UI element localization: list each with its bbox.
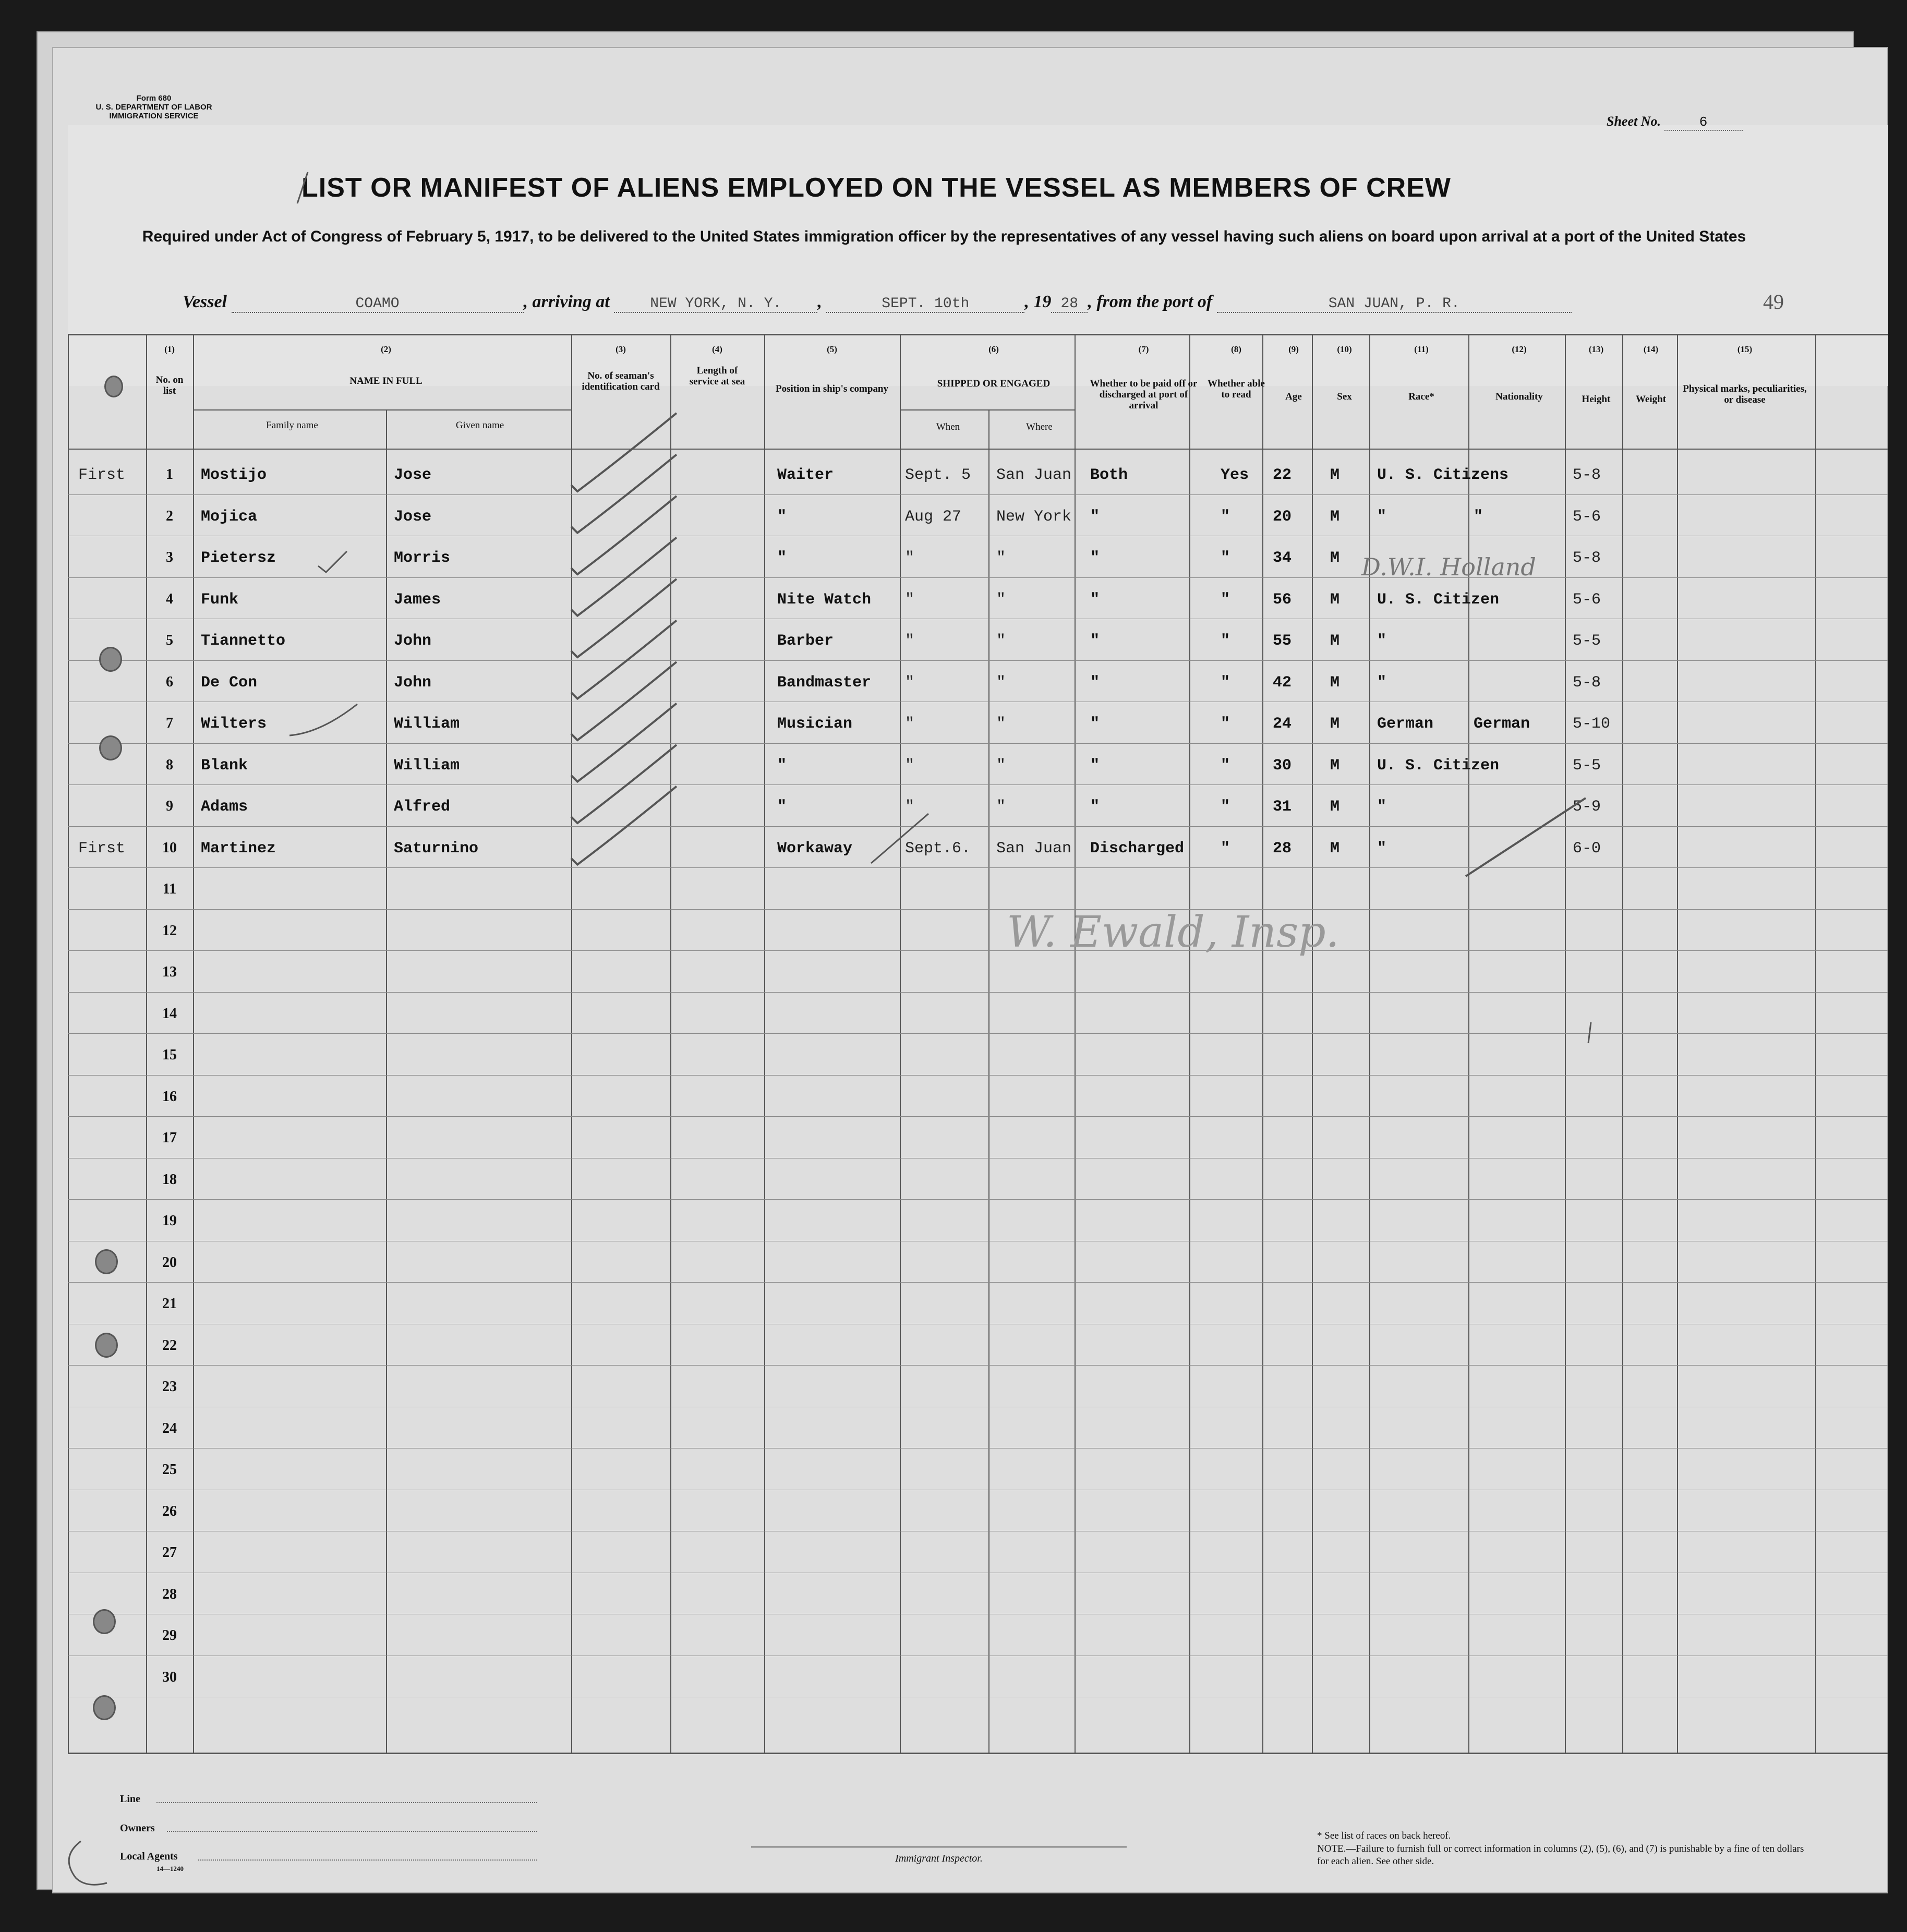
footer-line-field bbox=[156, 1802, 537, 1803]
header-weight: Weight bbox=[1635, 394, 1667, 405]
sheet-number-value: 6 bbox=[1664, 114, 1743, 131]
row-number: 5 bbox=[166, 632, 173, 648]
col-num-1: (1) bbox=[164, 344, 175, 354]
given-name: William bbox=[394, 757, 460, 775]
arriving-at: NEW YORK, N. Y. bbox=[614, 296, 817, 313]
height: 5-6 bbox=[1573, 591, 1601, 609]
race: " bbox=[1377, 840, 1387, 858]
sex: M bbox=[1330, 715, 1340, 733]
row-number: 26 bbox=[162, 1503, 177, 1519]
shipped-when: " bbox=[905, 715, 915, 733]
header-mark bbox=[297, 172, 308, 203]
shipped-when: Aug 27 bbox=[905, 508, 962, 526]
row-number: 24 bbox=[162, 1420, 177, 1436]
family-name: Mostijo bbox=[201, 466, 267, 484]
col-num-2: (2) bbox=[381, 344, 391, 354]
race: German bbox=[1377, 715, 1434, 733]
height: 5-9 bbox=[1573, 798, 1601, 816]
race: " bbox=[1377, 632, 1387, 650]
year-suffix: 28 bbox=[1051, 296, 1088, 313]
shipped-where: " bbox=[996, 591, 1006, 609]
inspector-signature: W. Ewald, Insp. bbox=[1007, 908, 1339, 957]
given-name: John bbox=[394, 674, 432, 692]
age: 20 bbox=[1273, 508, 1292, 526]
row-number: 28 bbox=[162, 1586, 177, 1602]
sex: M bbox=[1330, 798, 1340, 816]
row-number: 29 bbox=[162, 1627, 177, 1644]
col-num-9: (9) bbox=[1288, 344, 1299, 354]
handwritten-nationality: D.W.I. Holland bbox=[1361, 553, 1536, 581]
header-height: Height bbox=[1582, 394, 1611, 405]
header-name-in-full: NAME IN FULL bbox=[349, 376, 423, 387]
row-number: 12 bbox=[162, 923, 177, 939]
age: 42 bbox=[1273, 674, 1292, 692]
from-label: , from the port of bbox=[1088, 292, 1213, 311]
margin-mark bbox=[69, 1841, 107, 1885]
sex: M bbox=[1330, 757, 1340, 775]
header-seaman-id: No. of seaman's identification card bbox=[582, 370, 660, 392]
shipped-when: " bbox=[905, 674, 915, 692]
position: Waiter bbox=[777, 466, 834, 484]
check-mark bbox=[571, 787, 677, 865]
service: IMMIGRATION SERVICE bbox=[109, 112, 199, 120]
able-to-read: " bbox=[1221, 840, 1230, 858]
shipped-where: " bbox=[996, 674, 1006, 692]
punch-hole bbox=[104, 376, 123, 397]
able-to-read: " bbox=[1221, 591, 1230, 609]
family-name: Martinez bbox=[201, 840, 276, 858]
able-to-read: " bbox=[1221, 715, 1230, 733]
arrival-date: SEPT. 10th bbox=[826, 296, 1024, 313]
punch-hole bbox=[99, 735, 122, 760]
header-physical: Physical marks, peculiarities, or disease bbox=[1683, 383, 1807, 405]
position: Musician bbox=[777, 715, 853, 733]
shipped-where: " bbox=[996, 715, 1006, 733]
position: Barber bbox=[777, 632, 834, 650]
shipped-where: New York bbox=[996, 508, 1072, 526]
check-mark bbox=[571, 745, 677, 823]
penalty-note bbox=[1317, 1843, 1807, 1868]
header-where: Where bbox=[1026, 421, 1053, 432]
race-note: * See list of races on back hereof. bbox=[1317, 1830, 1451, 1841]
col-num-12: (12) bbox=[1512, 344, 1527, 354]
age: 28 bbox=[1273, 840, 1292, 858]
row-number: 19 bbox=[162, 1213, 177, 1229]
age: 30 bbox=[1273, 757, 1292, 775]
header-no-on-list: No. on list bbox=[155, 375, 184, 396]
row-class: First bbox=[78, 466, 126, 484]
punch-hole bbox=[95, 1333, 118, 1358]
family-name: Pietersz bbox=[201, 549, 276, 567]
height: 6-0 bbox=[1573, 840, 1601, 858]
able-to-read: " bbox=[1221, 674, 1230, 692]
row-number: 18 bbox=[162, 1172, 177, 1188]
age: 34 bbox=[1273, 549, 1292, 567]
age: 55 bbox=[1273, 632, 1292, 650]
row-number: 1 bbox=[166, 466, 173, 482]
row-number: 7 bbox=[166, 715, 173, 731]
row-number: 27 bbox=[162, 1544, 177, 1561]
age: 22 bbox=[1273, 466, 1292, 484]
paid-off: Both bbox=[1090, 466, 1128, 484]
footer-stock-number: 14—1240 bbox=[156, 1865, 184, 1873]
punch-hole bbox=[93, 1695, 116, 1720]
header-age: Age bbox=[1285, 391, 1302, 402]
sex: M bbox=[1330, 549, 1340, 567]
stray-mark bbox=[1588, 1022, 1591, 1043]
family-name: De Con bbox=[201, 674, 258, 692]
col-num-6: (6) bbox=[988, 344, 999, 354]
footer-owners-label: Owners bbox=[120, 1822, 155, 1834]
paid-off: " bbox=[1090, 591, 1100, 609]
race: U. S. Citizens bbox=[1377, 466, 1509, 484]
family-name: Adams bbox=[201, 798, 248, 816]
given-name: Morris bbox=[394, 549, 451, 567]
footer-agents-label: Local Agents bbox=[120, 1851, 178, 1862]
given-name: Saturnino bbox=[394, 840, 479, 858]
height: 5-10 bbox=[1573, 715, 1611, 733]
shipped-when: " bbox=[905, 757, 915, 775]
position: Workaway bbox=[777, 840, 853, 858]
race: U. S. Citizen bbox=[1377, 757, 1500, 775]
age: 31 bbox=[1273, 798, 1292, 816]
row-number: 13 bbox=[162, 964, 177, 980]
able-to-read: " bbox=[1221, 757, 1230, 775]
form-number: Form 680 bbox=[136, 94, 172, 103]
department: U. S. DEPARTMENT OF LABOR bbox=[95, 103, 212, 112]
shipped-when: " bbox=[905, 798, 915, 816]
inspector-signature-line bbox=[751, 1846, 1127, 1848]
position: " bbox=[777, 508, 787, 526]
row-number: 22 bbox=[162, 1337, 177, 1354]
position: " bbox=[777, 798, 787, 816]
age: 56 bbox=[1273, 591, 1292, 609]
check-mark bbox=[571, 704, 677, 782]
header-length-service: Length of service at sea bbox=[689, 365, 745, 387]
check-mark bbox=[571, 455, 677, 533]
sex: M bbox=[1330, 840, 1340, 858]
given-name: Jose bbox=[394, 508, 432, 526]
row-number: 15 bbox=[162, 1047, 177, 1063]
paid-off: " bbox=[1090, 798, 1100, 816]
inspector-label: Immigrant Inspector. bbox=[895, 1853, 983, 1864]
from-port: SAN JUAN, P. R. bbox=[1217, 296, 1572, 313]
vessel-label: Vessel bbox=[183, 292, 227, 311]
header-shipped: SHIPPED OR ENGAGED bbox=[937, 378, 1051, 389]
col-num-8: (8) bbox=[1231, 344, 1241, 354]
height: 5-6 bbox=[1573, 508, 1601, 526]
col-num-11: (11) bbox=[1414, 344, 1429, 354]
row-number: 20 bbox=[162, 1254, 177, 1271]
shipped-where: " bbox=[996, 757, 1006, 775]
family-name: Wilters bbox=[201, 715, 267, 733]
tick-mark-workaway bbox=[871, 814, 928, 863]
paid-off: " bbox=[1090, 508, 1100, 526]
header-when: When bbox=[936, 421, 960, 432]
shipped-where: " bbox=[996, 549, 1006, 567]
row-number: 4 bbox=[166, 591, 173, 607]
row-number: 21 bbox=[162, 1296, 177, 1312]
footer-owners-field bbox=[167, 1831, 537, 1832]
paid-off: " bbox=[1090, 715, 1100, 733]
diagonal-mark-race bbox=[1466, 798, 1586, 876]
header-able-read: Whether able to read bbox=[1208, 378, 1265, 400]
position: Nite Watch bbox=[777, 591, 872, 609]
paid-off: " bbox=[1090, 757, 1100, 775]
sex: M bbox=[1330, 466, 1340, 484]
age: 24 bbox=[1273, 715, 1292, 733]
row-number: 3 bbox=[166, 549, 173, 565]
position: " bbox=[777, 757, 787, 775]
header-position: Position in ship's company bbox=[776, 383, 888, 394]
header-sex: Sex bbox=[1337, 391, 1352, 402]
year-prefix: 19 bbox=[1033, 292, 1052, 311]
col-num-14: (14) bbox=[1643, 344, 1659, 354]
col-num-4: (4) bbox=[712, 344, 722, 354]
family-name: Tiannetto bbox=[201, 632, 286, 650]
row-number: 25 bbox=[162, 1462, 177, 1478]
given-name: James bbox=[394, 591, 441, 609]
able-to-read: " bbox=[1221, 508, 1230, 526]
col-num-3: (3) bbox=[615, 344, 626, 354]
given-name: William bbox=[394, 715, 460, 733]
paid-off: " bbox=[1090, 549, 1100, 567]
family-name: Funk bbox=[201, 591, 239, 609]
row-class: First bbox=[78, 840, 126, 858]
shipped-when: " bbox=[905, 632, 915, 650]
able-to-read: " bbox=[1221, 798, 1230, 816]
race: " bbox=[1377, 674, 1387, 692]
paid-off: " bbox=[1090, 632, 1100, 650]
shipped-when: " bbox=[905, 591, 915, 609]
paid-off: " bbox=[1090, 674, 1100, 692]
header-nationality: Nationality bbox=[1495, 391, 1543, 402]
row-number: 23 bbox=[162, 1379, 177, 1395]
position: " bbox=[777, 549, 787, 567]
row-number: 2 bbox=[166, 508, 173, 524]
check-mark bbox=[571, 496, 677, 574]
col-num-13: (13) bbox=[1588, 344, 1604, 354]
tick-mark-pietersz bbox=[318, 551, 347, 572]
shipped-where: " bbox=[996, 632, 1006, 650]
page-number: 49 bbox=[1763, 290, 1784, 313]
tick-mark-wilters bbox=[289, 704, 357, 735]
note-text: —Failure to furnish full or correct information in columns (2), (5), (6), and (7) is punishable by a fine of ten dollars for each alien. See other side. bbox=[1317, 1843, 1804, 1867]
shipped-when: Sept. 5 bbox=[905, 466, 971, 484]
row-number: 14 bbox=[162, 1006, 177, 1022]
shipped-where: San Juan bbox=[996, 840, 1072, 858]
family-name: Blank bbox=[201, 757, 248, 775]
sex: M bbox=[1330, 674, 1340, 692]
position: Bandmaster bbox=[777, 674, 872, 692]
nationality: German bbox=[1474, 715, 1530, 733]
col-num-5: (5) bbox=[827, 344, 837, 354]
row-number: 30 bbox=[162, 1669, 177, 1685]
header-given-name: Given name bbox=[455, 420, 504, 431]
sex: M bbox=[1330, 508, 1340, 526]
paid-off: Discharged bbox=[1090, 840, 1185, 858]
row-number: 10 bbox=[162, 840, 177, 856]
punch-hole bbox=[93, 1609, 116, 1634]
note-label: NOTE. bbox=[1317, 1843, 1346, 1854]
family-name: Mojica bbox=[201, 508, 258, 526]
punch-hole bbox=[95, 1249, 118, 1274]
race: " bbox=[1377, 508, 1387, 526]
header-family-name: Family name bbox=[266, 420, 318, 431]
row-number: 16 bbox=[162, 1089, 177, 1105]
row-number: 17 bbox=[162, 1130, 177, 1146]
check-mark bbox=[571, 538, 677, 616]
race: U. S. Citizen bbox=[1377, 591, 1500, 609]
vessel-line: Vessel COAMO , arriving at NEW YORK, N. Y. , SEPT. 10th , 19 28 , from the port of SAN JUAN, P. R. bbox=[183, 292, 1852, 313]
race: " bbox=[1377, 798, 1387, 816]
row-number: 6 bbox=[166, 674, 173, 690]
sex: M bbox=[1330, 632, 1340, 650]
given-name: Alfred bbox=[394, 798, 451, 816]
check-mark bbox=[571, 413, 677, 491]
shipped-when: " bbox=[905, 549, 915, 567]
given-name: John bbox=[394, 632, 432, 650]
header-race: Race* bbox=[1408, 391, 1434, 402]
able-to-read: Yes bbox=[1221, 466, 1249, 484]
footer-line-label: Line bbox=[120, 1793, 140, 1805]
check-mark bbox=[571, 579, 677, 657]
row-number: 11 bbox=[162, 881, 177, 897]
able-to-read: " bbox=[1221, 632, 1230, 650]
height: 5-8 bbox=[1573, 466, 1601, 484]
row-number: 8 bbox=[166, 757, 173, 773]
col-num-10: (10) bbox=[1337, 344, 1352, 354]
col-num-7: (7) bbox=[1138, 344, 1149, 354]
sex: M bbox=[1330, 591, 1340, 609]
height: 5-5 bbox=[1573, 632, 1601, 650]
arriving-label: , arriving at bbox=[523, 292, 610, 311]
height: 5-8 bbox=[1573, 549, 1601, 567]
given-name: Jose bbox=[394, 466, 432, 484]
check-mark bbox=[571, 662, 677, 740]
punch-hole bbox=[99, 647, 122, 672]
shipped-when: Sept.6. bbox=[905, 840, 971, 858]
footer-agents-field bbox=[198, 1859, 537, 1861]
shipped-where: " bbox=[996, 798, 1006, 816]
header-paid-off: Whether to be paid off or discharged at port of arrival bbox=[1090, 378, 1198, 411]
row-number: 9 bbox=[166, 798, 173, 814]
able-to-read: " bbox=[1221, 549, 1230, 567]
shipped-where: San Juan bbox=[996, 466, 1072, 484]
page-subtitle: Required under Act of Congress of February 5, 1917, to be delivered to the United States immigration officer by the representatives of any vessel having such aliens on board upon arrival at a port of the United States bbox=[142, 228, 1746, 245]
height: 5-8 bbox=[1573, 674, 1601, 692]
nationality: " bbox=[1474, 508, 1483, 526]
height: 5-5 bbox=[1573, 757, 1601, 775]
page-title: LIST OR MANIFEST OF ALIENS EMPLOYED ON THE VESSEL AS MEMBERS OF CREW bbox=[301, 173, 1451, 203]
vessel-name: COAMO bbox=[232, 296, 524, 313]
col-num-15: (15) bbox=[1737, 344, 1753, 354]
sheet-number-label: Sheet No. bbox=[1607, 114, 1661, 129]
check-mark bbox=[571, 621, 677, 699]
